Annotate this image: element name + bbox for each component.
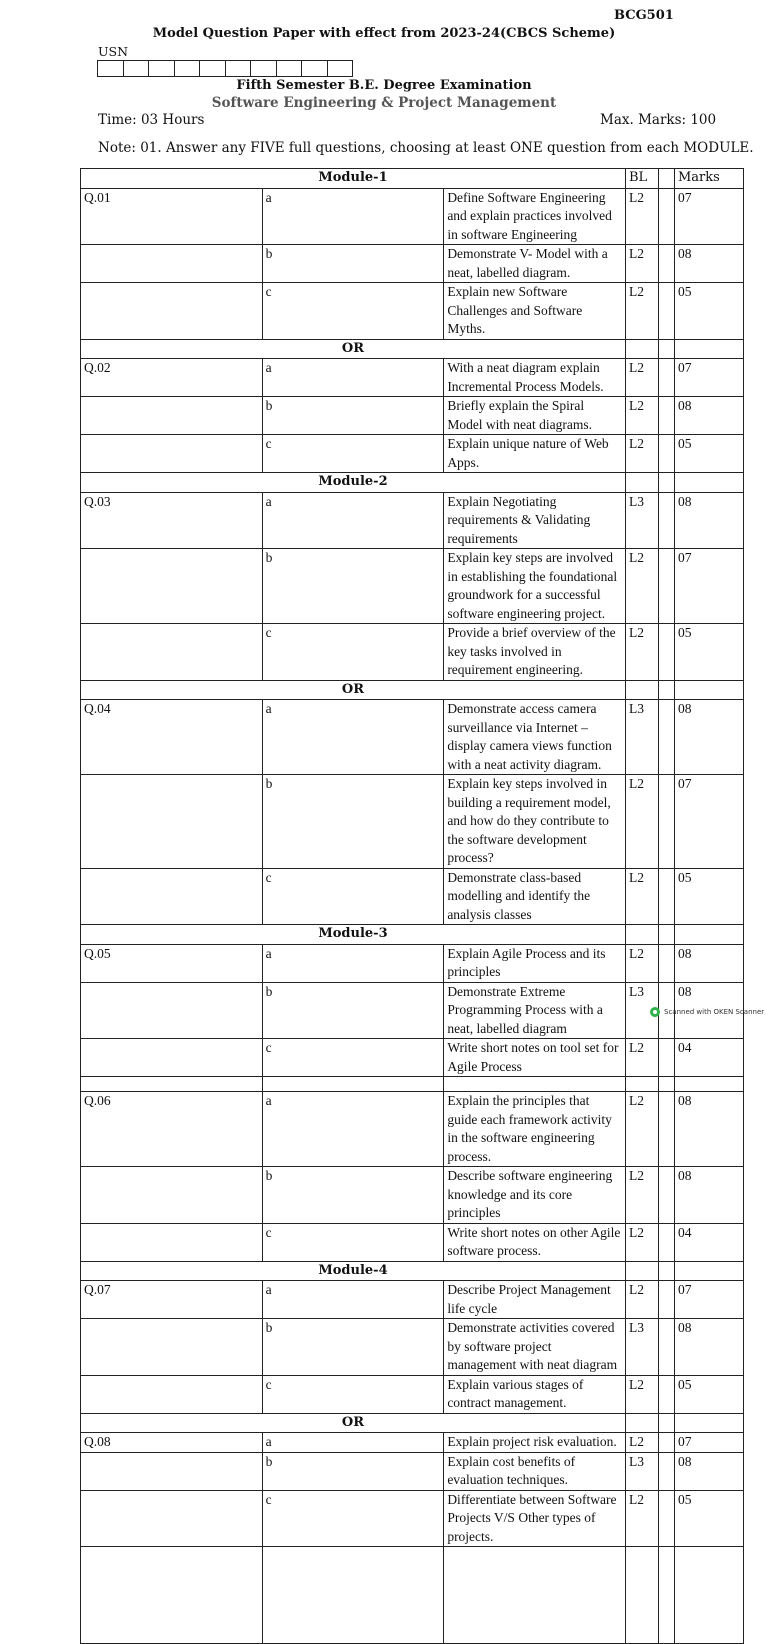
subject-title: Software Engineering & Project Management (211, 95, 557, 111)
question-text: Describe Project Management life cycle (444, 1281, 626, 1319)
blank-cell (444, 1077, 626, 1092)
course-code: BCG501 (614, 8, 674, 23)
blank-cell (659, 339, 675, 359)
or-divider: OR (81, 680, 626, 700)
bloom-level: L2 (626, 1223, 659, 1261)
question-text: Explain the principles that guide each framework activity in the software engineering process. (444, 1092, 626, 1167)
bloom-level: L2 (626, 435, 659, 473)
question-number (81, 1039, 263, 1077)
bloom-level: L2 (626, 1490, 659, 1547)
blank-cell (626, 473, 659, 493)
or-divider-row (81, 1413, 744, 1433)
blank-cell (626, 1261, 659, 1281)
blank-cell (675, 1261, 744, 1281)
question-marks: 08 (675, 245, 744, 283)
blank-cell (626, 925, 659, 945)
question-row (81, 1223, 744, 1261)
time-duration: Time: 03 Hours (98, 112, 205, 128)
blank-cell (659, 169, 675, 189)
sub-question-letter: a (262, 188, 444, 245)
bloom-level: L2 (626, 245, 659, 283)
question-row (81, 624, 744, 681)
question-row (81, 1490, 744, 1547)
question-text: Write short notes on other Agile software process. (444, 1223, 626, 1261)
question-marks: 05 (675, 1490, 744, 1547)
question-row (81, 1092, 744, 1167)
question-marks: 08 (675, 982, 744, 1039)
bloom-level: L2 (626, 868, 659, 925)
usn-box (327, 60, 354, 77)
question-row (81, 359, 744, 397)
question-marks: 05 (675, 283, 744, 340)
blank-cell (659, 1433, 675, 1453)
question-text: Provide a brief overview of the key tasks involved in requirement engineering. (444, 624, 626, 681)
sub-question-letter: a (262, 1092, 444, 1167)
sub-question-letter: a (262, 1433, 444, 1453)
col-header-marks: Marks (675, 169, 744, 189)
question-row (81, 549, 744, 624)
sub-question-letter: b (262, 397, 444, 435)
blank-cell (659, 1547, 675, 1644)
blank-cell (626, 1547, 659, 1644)
sub-question-letter: a (262, 359, 444, 397)
question-row (81, 982, 744, 1039)
question-table (80, 168, 744, 1644)
usn-box (199, 60, 226, 77)
module-heading: Module-2 (81, 473, 626, 493)
question-number (81, 245, 263, 283)
usn-box (250, 60, 277, 77)
empty-tail-row (81, 1547, 744, 1644)
question-text: Write short notes on tool set for Agile Process (444, 1039, 626, 1077)
sub-question-letter: a (262, 1281, 444, 1319)
question-number: Q.08 (81, 1433, 263, 1453)
blank-cell (659, 492, 675, 549)
module-heading: Module-4 (81, 1261, 626, 1281)
blank-cell (675, 1547, 744, 1644)
question-marks: 08 (675, 1452, 744, 1490)
blank-cell (659, 1490, 675, 1547)
sub-question-letter: c (262, 868, 444, 925)
scanner-text: Scanned with OKEN Scanner (664, 1008, 765, 1016)
sub-question-letter: b (262, 775, 444, 869)
sub-question-letter: b (262, 1452, 444, 1490)
exam-title: Fifth Semester B.E. Degree Examination (236, 78, 532, 93)
question-marks: 05 (675, 868, 744, 925)
module-heading-row (81, 1261, 744, 1281)
sub-question-letter: a (262, 492, 444, 549)
question-text: Explain key steps involved in building a requirement model, and how do they contribute to the software development process? (444, 775, 626, 869)
question-text: Demonstrate Extreme Programming Process with a neat, labelled diagram (444, 982, 626, 1039)
question-marks: 07 (675, 775, 744, 869)
bloom-level: L2 (626, 1039, 659, 1077)
question-marks: 08 (675, 700, 744, 775)
question-text: Explain Negotiating requirements & Validating requirements (444, 492, 626, 549)
blank-cell (675, 680, 744, 700)
module-heading: Module-1 (81, 169, 626, 189)
question-text: Demonstrate class-based modelling and identify the analysis classes (444, 868, 626, 925)
blank-cell (659, 188, 675, 245)
bloom-level: L2 (626, 188, 659, 245)
question-text: Demonstrate access camera surveillance via Internet – display camera views function with a neat activity diagram. (444, 700, 626, 775)
spacer-row (81, 1077, 744, 1092)
sub-question-letter: b (262, 1167, 444, 1224)
or-divider: OR (81, 339, 626, 359)
question-text: Briefly explain the Spiral Model with neat diagrams. (444, 397, 626, 435)
sub-question-letter: a (262, 944, 444, 982)
question-number (81, 982, 263, 1039)
question-text: Differentiate between Software Projects V/S Other types of projects. (444, 1490, 626, 1547)
usn-box (97, 60, 124, 77)
question-text: Explain unique nature of Web Apps. (444, 435, 626, 473)
blank-cell (444, 1547, 626, 1644)
question-number (81, 1319, 263, 1376)
question-marks: 07 (675, 1433, 744, 1453)
instructions-note: Note: 01. Answer any FIVE full questions, choosing at least ONE question from each MODULE. (98, 140, 754, 156)
blank-cell (659, 1375, 675, 1413)
sub-question-letter: b (262, 549, 444, 624)
module-heading: Module-3 (81, 925, 626, 945)
blank-cell (659, 1167, 675, 1224)
usn-box (123, 60, 150, 77)
blank-cell (659, 624, 675, 681)
or-divider: OR (81, 1413, 626, 1433)
usn-label: USN (98, 44, 129, 59)
question-text: Explain cost benefits of evaluation techniques. (444, 1452, 626, 1490)
usn-box (148, 60, 175, 77)
question-row (81, 1452, 744, 1490)
question-text: Demonstrate V- Model with a neat, labelled diagram. (444, 245, 626, 283)
question-number (81, 435, 263, 473)
question-number (81, 397, 263, 435)
question-text: With a neat diagram explain Incremental Process Models. (444, 359, 626, 397)
question-number (81, 1490, 263, 1547)
question-marks: 08 (675, 1319, 744, 1376)
question-marks: 08 (675, 397, 744, 435)
bloom-level: L3 (626, 1319, 659, 1376)
question-marks: 04 (675, 1039, 744, 1077)
sub-question-letter: b (262, 245, 444, 283)
bloom-level: L2 (626, 283, 659, 340)
blank-cell (659, 1452, 675, 1490)
col-header-bl: BL (626, 169, 659, 189)
bloom-level: L2 (626, 1433, 659, 1453)
sub-question-letter: c (262, 435, 444, 473)
question-text: Define Software Engineering and explain practices involved in software Engineering (444, 188, 626, 245)
scanner-watermark (650, 1007, 764, 1017)
question-row (81, 1167, 744, 1224)
bloom-level: L2 (626, 1092, 659, 1167)
blank-cell (659, 283, 675, 340)
blank-cell (659, 359, 675, 397)
bloom-level: L3 (626, 1452, 659, 1490)
question-number: Q.02 (81, 359, 263, 397)
blank-cell (659, 435, 675, 473)
question-marks: 07 (675, 188, 744, 245)
question-text: Explain new Software Challenges and Software Myths. (444, 283, 626, 340)
blank-cell (659, 473, 675, 493)
usn-box (174, 60, 201, 77)
blank-cell (659, 549, 675, 624)
question-number (81, 868, 263, 925)
bloom-level: L2 (626, 944, 659, 982)
question-row (81, 1319, 744, 1376)
question-number (81, 549, 263, 624)
question-marks: 05 (675, 1375, 744, 1413)
blank-cell (659, 1261, 675, 1281)
question-marks: 07 (675, 549, 744, 624)
blank-cell (659, 680, 675, 700)
blank-cell (626, 1413, 659, 1433)
blank-cell (675, 925, 744, 945)
usn-box (301, 60, 328, 77)
bloom-level: L2 (626, 359, 659, 397)
bloom-level: L2 (626, 1281, 659, 1319)
question-marks: 05 (675, 435, 744, 473)
question-marks: 07 (675, 359, 744, 397)
question-row (81, 435, 744, 473)
question-row (81, 868, 744, 925)
module-heading-row (81, 925, 744, 945)
question-number (81, 1223, 263, 1261)
blank-cell (81, 1077, 263, 1092)
blank-cell (262, 1077, 444, 1092)
question-number: Q.07 (81, 1281, 263, 1319)
question-number: Q.04 (81, 700, 263, 775)
bloom-level: L2 (626, 1167, 659, 1224)
sub-question-letter: a (262, 700, 444, 775)
question-text: Explain Agile Process and its principles (444, 944, 626, 982)
blank-cell (675, 473, 744, 493)
question-marks: 08 (675, 944, 744, 982)
question-row (81, 397, 744, 435)
question-row (81, 944, 744, 982)
paper-title: Model Question Paper with effect from 2023-24(CBCS Scheme) (152, 26, 616, 41)
question-number: Q.05 (81, 944, 263, 982)
question-text: Explain project risk evaluation. (444, 1433, 626, 1453)
sub-question-letter: c (262, 624, 444, 681)
sub-question-letter: b (262, 1319, 444, 1376)
usn-box (276, 60, 303, 77)
blank-cell (659, 1223, 675, 1261)
blank-cell (659, 397, 675, 435)
question-marks: 05 (675, 624, 744, 681)
question-row (81, 700, 744, 775)
bloom-level: L2 (626, 775, 659, 869)
blank-cell (659, 1413, 675, 1433)
blank-cell (659, 700, 675, 775)
question-number (81, 1375, 263, 1413)
bloom-level: L2 (626, 1375, 659, 1413)
question-marks: 04 (675, 1223, 744, 1261)
blank-cell (675, 339, 744, 359)
question-number: Q.03 (81, 492, 263, 549)
blank-cell (659, 1281, 675, 1319)
blank-cell (675, 1077, 744, 1092)
blank-cell (659, 245, 675, 283)
blank-cell (659, 868, 675, 925)
blank-cell (626, 680, 659, 700)
sub-question-letter: c (262, 283, 444, 340)
bloom-level: L3 (626, 982, 659, 1039)
blank-cell (659, 925, 675, 945)
question-row (81, 492, 744, 549)
question-number (81, 775, 263, 869)
question-number (81, 1452, 263, 1490)
bloom-level: L2 (626, 549, 659, 624)
question-marks: 07 (675, 1281, 744, 1319)
question-row (81, 1375, 744, 1413)
module-heading-row (81, 473, 744, 493)
question-number (81, 1167, 263, 1224)
max-marks: Max. Marks: 100 (600, 112, 717, 128)
usn-box (225, 60, 252, 77)
or-divider-row (81, 339, 744, 359)
question-row (81, 245, 744, 283)
sub-question-letter: c (262, 1039, 444, 1077)
blank-cell (626, 339, 659, 359)
bloom-level: L3 (626, 492, 659, 549)
question-marks: 08 (675, 1092, 744, 1167)
question-row (81, 188, 744, 245)
module-heading-row (81, 169, 744, 189)
question-row (81, 1039, 744, 1077)
or-divider-row (81, 680, 744, 700)
question-marks: 08 (675, 492, 744, 549)
blank-cell (626, 1077, 659, 1092)
question-text: Demonstrate activities covered by software project management with neat diagram (444, 1319, 626, 1376)
blank-cell (659, 1092, 675, 1167)
blank-cell (659, 1319, 675, 1376)
question-text: Explain key steps are involved in establishing the foundational groundwork for a successful software engineering project. (444, 549, 626, 624)
blank-cell (675, 1413, 744, 1433)
question-number: Q.06 (81, 1092, 263, 1167)
sub-question-letter: c (262, 1490, 444, 1547)
blank-cell (659, 775, 675, 869)
question-row (81, 775, 744, 869)
usn-boxes (98, 60, 353, 77)
question-row (81, 283, 744, 340)
question-text: Describe software engineering knowledge and its core principles (444, 1167, 626, 1224)
blank-cell (659, 1039, 675, 1077)
blank-cell (659, 1077, 675, 1092)
question-row (81, 1433, 744, 1453)
bloom-level: L3 (626, 700, 659, 775)
question-number (81, 624, 263, 681)
oken-scanner-logo-icon (650, 1007, 660, 1017)
question-number (81, 283, 263, 340)
sub-question-letter: c (262, 1375, 444, 1413)
blank-cell (81, 1547, 263, 1644)
bloom-level: L2 (626, 397, 659, 435)
sub-question-letter: b (262, 982, 444, 1039)
question-marks: 08 (675, 1167, 744, 1224)
blank-cell (262, 1547, 444, 1644)
bloom-level: L2 (626, 624, 659, 681)
sub-question-letter: c (262, 1223, 444, 1261)
question-text: Explain various stages of contract management. (444, 1375, 626, 1413)
question-number: Q.01 (81, 188, 263, 245)
question-row (81, 1281, 744, 1319)
blank-cell (659, 944, 675, 982)
